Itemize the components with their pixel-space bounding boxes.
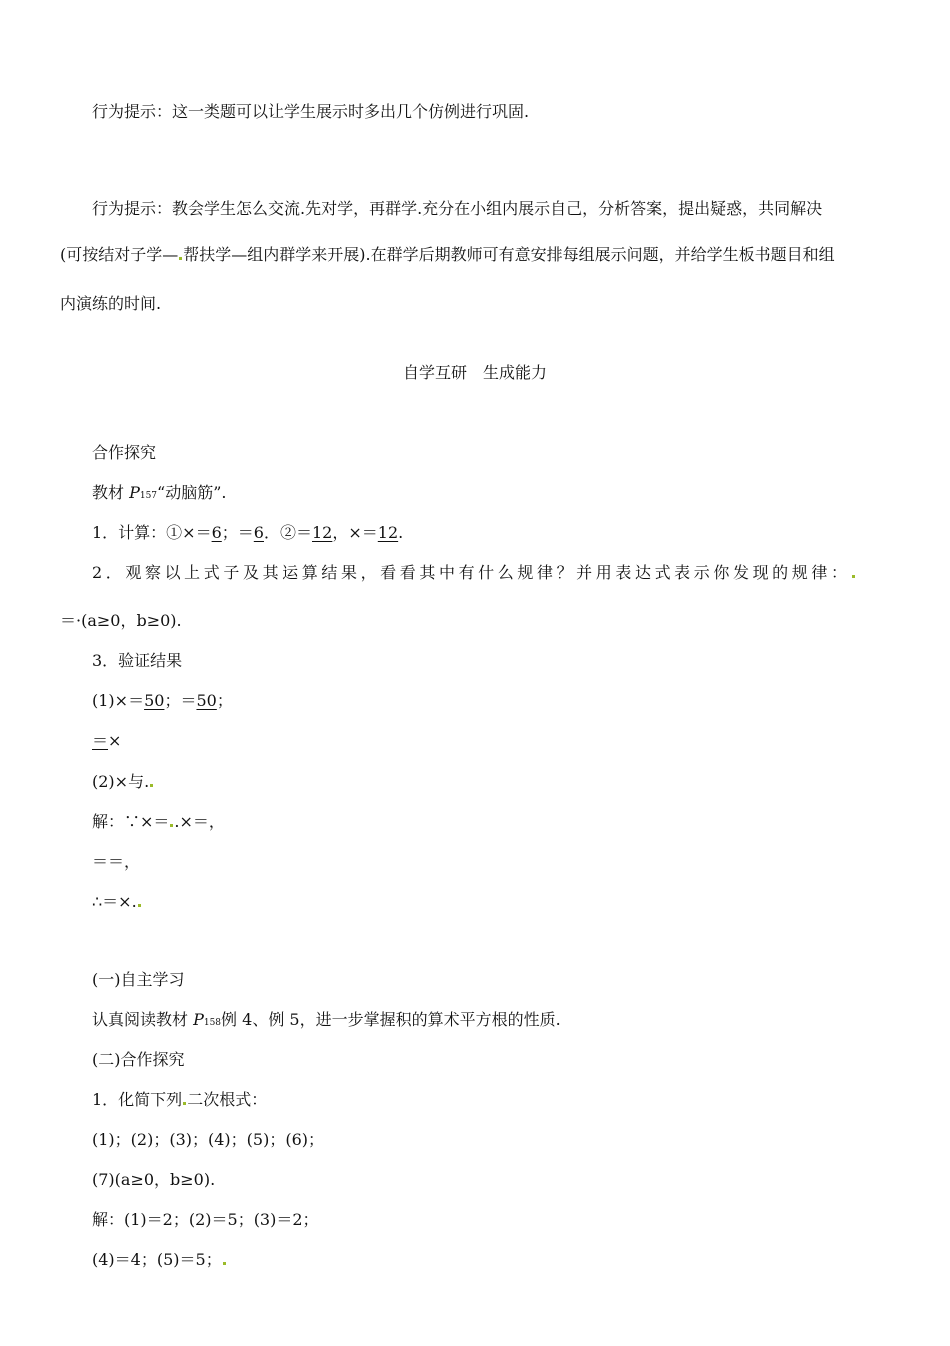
part2-solution-1: 解：(1)＝2；(2)＝5；(3)＝2；: [92, 1210, 319, 1229]
coop-heading: 合作探究: [92, 443, 157, 462]
marker-dot: [179, 257, 182, 260]
textbook-ref: 教材 P157“动脑筋”.: [92, 483, 227, 502]
marker-dot: [170, 824, 173, 827]
behavior-hint-1: 行为提示：这一类题可以让学生展示时多出几个仿例进行巩固.: [92, 102, 530, 121]
question-2-line2: ＝·(a≥0，b≥0).: [60, 611, 182, 630]
part2-heading: (二)合作探究: [92, 1050, 185, 1069]
question-1: 1．计算：①×＝6；＝6．②＝12，×＝12.: [92, 523, 404, 542]
behavior-hint-2-line3: 内演练的时间.: [60, 294, 162, 313]
part2-items-2: (7)(a≥0，b≥0).: [92, 1170, 216, 1189]
verify-2: ＝×: [92, 731, 122, 750]
verify-1: (1)×＝50；＝50；: [92, 691, 233, 710]
part1-heading: (一)自主学习: [92, 970, 185, 989]
verify-5: ＝＝，: [92, 852, 141, 871]
section-title: 自学互研 生成能力: [402, 363, 547, 382]
behavior-hint-2-line2: (可按结对子学— 帮扶学—组内群学来开展).在群学后期教师可有意安排每组展示问题，并给学生板书题目和组: [60, 245, 835, 264]
part2-items-1: (1)；(2)；(3)；(4)；(5)；(6)；: [92, 1130, 324, 1149]
marker-dot: [183, 1102, 186, 1105]
marker-dot: [223, 1262, 226, 1265]
marker-dot: [150, 784, 153, 787]
question-3: 3．验证结果: [92, 651, 183, 670]
marker-dot: [852, 575, 855, 578]
part2-question-1: 1．化简下列 二次根式：: [92, 1090, 268, 1109]
verify-6: ∴＝×.: [92, 892, 142, 912]
part1-text: 认真阅读教材 P158例 4、例 5，进一步掌握积的算术平方根的性质.: [92, 1010, 561, 1029]
question-2-line1: 2．观察以上式子及其运算结果，看看其中有什么规律？并用表达式表示你发现的规律：: [92, 563, 856, 583]
marker-dot: [138, 904, 141, 907]
behavior-hint-2-line1: 行为提示：教会学生怎么交流.先对学，再群学.充分在小组内展示自己，分析答案，提出疑惑，共同解决: [92, 199, 823, 218]
part2-solution-2: (4)＝4；(5)＝5；: [92, 1250, 227, 1270]
verify-3: (2)×与.: [92, 772, 154, 792]
verify-4: 解：∵×＝ .×＝，: [92, 812, 225, 831]
